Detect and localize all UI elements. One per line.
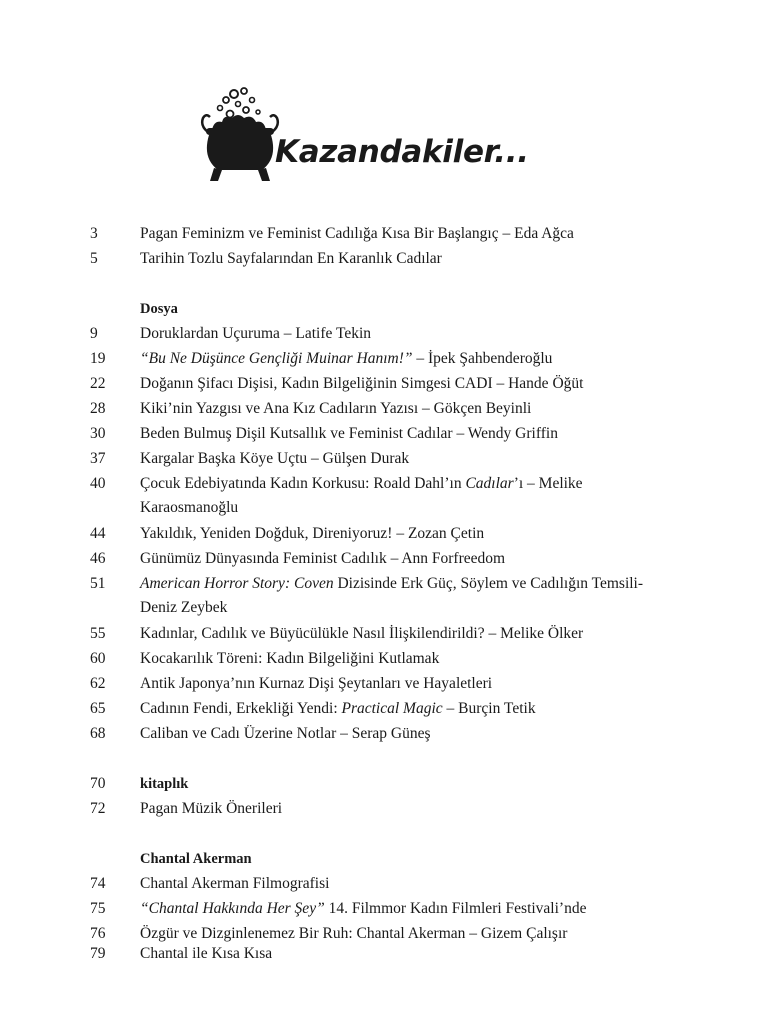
entry-title: Antik Japonya’nın Kurnaz Dişi Şeytanları ve Hayaletleri	[140, 675, 493, 692]
page-number: 70	[90, 775, 106, 792]
toc-entry[interactable]	[0, 942, 776, 966]
page-number: 9	[90, 325, 98, 342]
entry-title: Kocakarılık Töreni: Kadın Bilgeliğini Kutlamak	[140, 650, 440, 667]
section-title: Chantal Akerman	[140, 851, 252, 867]
page-number: 22	[90, 375, 106, 392]
section-title: Dosya	[140, 301, 178, 317]
toc-entry[interactable]	[0, 622, 776, 646]
page-number: 44	[90, 525, 106, 542]
page-number: 3	[90, 225, 98, 242]
entry-title: Özgür ve Dizginlenemez Bir Ruh: Chantal Akerman – Gizem Çalışır	[140, 925, 568, 942]
toc-entry[interactable]	[0, 522, 776, 546]
toc-entry[interactable]	[0, 247, 776, 271]
page-number: 5	[90, 250, 98, 267]
entry-title: Tarihin Tozlu Sayfalarından En Karanlık Cadılar	[140, 250, 442, 267]
section-heading-dosya	[0, 297, 776, 321]
toc-entry[interactable]	[0, 397, 776, 421]
entry-title: American Horror Story: Coven Dizisinde Erk Güç, Söylem ve Cadılığın Temsili- Deniz Zeybek	[140, 575, 644, 616]
page-number: 75	[90, 900, 106, 917]
page-number: 74	[90, 875, 106, 892]
entry-title: Kargalar Başka Köye Uçtu – Gülşen Durak	[140, 450, 410, 467]
entry-title: Caliban ve Cadı Üzerine Notlar – Serap Güneş	[140, 725, 431, 742]
page-number: 76	[90, 925, 106, 942]
entry-title: Pagan Feminizm ve Feminist Cadılığa Kısa Bir Başlangıç – Eda Ağca	[140, 225, 574, 242]
page-number: 60	[90, 650, 106, 667]
section-title: kitaplık	[140, 776, 189, 792]
entry-title: Chantal ile Kısa Kısa	[140, 945, 273, 962]
toc-entry[interactable]	[0, 422, 776, 446]
entry-title: Yakıldık, Yeniden Doğduk, Direniyoruz! – Zozan Çetin	[140, 525, 485, 542]
entry-title: Cadının Fendi, Erkekliği Yendi: Practical Magic – Burçin Tetik	[140, 700, 536, 717]
entry-title: Beden Bulmuş Dişil Kutsallık ve Feminist Cadılar – Wendy Griffin	[140, 425, 558, 442]
page-number: 37	[90, 450, 106, 467]
entry-title: “Chantal Hakkında Her Şey” 14. Filmmor Kadın Filmleri Festivali’nde	[140, 900, 587, 917]
entry-title: Pagan Müzik Önerileri	[140, 800, 283, 817]
toc-entry[interactable]	[0, 722, 776, 746]
toc-entry[interactable]	[0, 372, 776, 396]
entry-title: Doğanın Şifacı Dişisi, Kadın Bilgeliğinin Simgesi CADI – Hande Öğüt	[140, 375, 584, 392]
toc-entry[interactable]	[0, 222, 776, 246]
toc-entry[interactable]	[0, 572, 776, 620]
toc-title: Kazandakiler...	[275, 134, 529, 170]
toc-entry[interactable]	[0, 547, 776, 571]
page-number: 19	[90, 350, 106, 367]
toc-entry[interactable]	[0, 322, 776, 346]
toc-entry[interactable]	[0, 797, 776, 821]
entry-title: Çocuk Edebiyatında Kadın Korkusu: Roald Dahl’ın Cadılar’ı – Melike Karaosmanoğlu	[140, 475, 583, 516]
section-heading-chantal-akerman	[0, 847, 776, 871]
page-number: 46	[90, 550, 106, 567]
toc-entry[interactable]	[0, 447, 776, 471]
page-number: 28	[90, 400, 106, 417]
page-number: 55	[90, 625, 106, 642]
page-number: 40	[90, 475, 106, 492]
page-number: 72	[90, 800, 106, 817]
toc-entry[interactable]	[0, 697, 776, 721]
toc-entry[interactable]	[0, 872, 776, 896]
page-number: 30	[90, 425, 106, 442]
page-number: 79	[90, 945, 106, 962]
cauldron-icon	[200, 86, 280, 182]
page-number: 65	[90, 700, 106, 717]
entry-title: Kadınlar, Cadılık ve Büyücülükle Nasıl İlişkilendirildi? – Melike Ölker	[140, 625, 584, 642]
entry-title: “Bu Ne Düşünce Gençliği Muinar Hanım!” – İpek Şahbenderoğlu	[140, 350, 553, 367]
page-number: 68	[90, 725, 106, 742]
entry-title: Chantal Akerman Filmografisi	[140, 875, 330, 892]
toc-header	[200, 86, 560, 186]
section-heading-kitaplik[interactable]	[0, 772, 776, 796]
toc-entry[interactable]	[0, 647, 776, 671]
entry-title: Doruklardan Uçuruma – Latife Tekin	[140, 325, 372, 342]
entry-title: Kiki’nin Yazgısı ve Ana Kız Cadıların Yazısı – Gökçen Beyinli	[140, 400, 532, 417]
toc-entry[interactable]	[0, 897, 776, 921]
page-number: 51	[90, 575, 106, 592]
toc-entry[interactable]	[0, 472, 776, 520]
toc-entry[interactable]	[0, 672, 776, 696]
entry-title: Günümüz Dünyasında Feminist Cadılık – Ann Forfreedom	[140, 550, 506, 567]
toc-entry[interactable]	[0, 347, 776, 371]
page-number: 62	[90, 675, 106, 692]
